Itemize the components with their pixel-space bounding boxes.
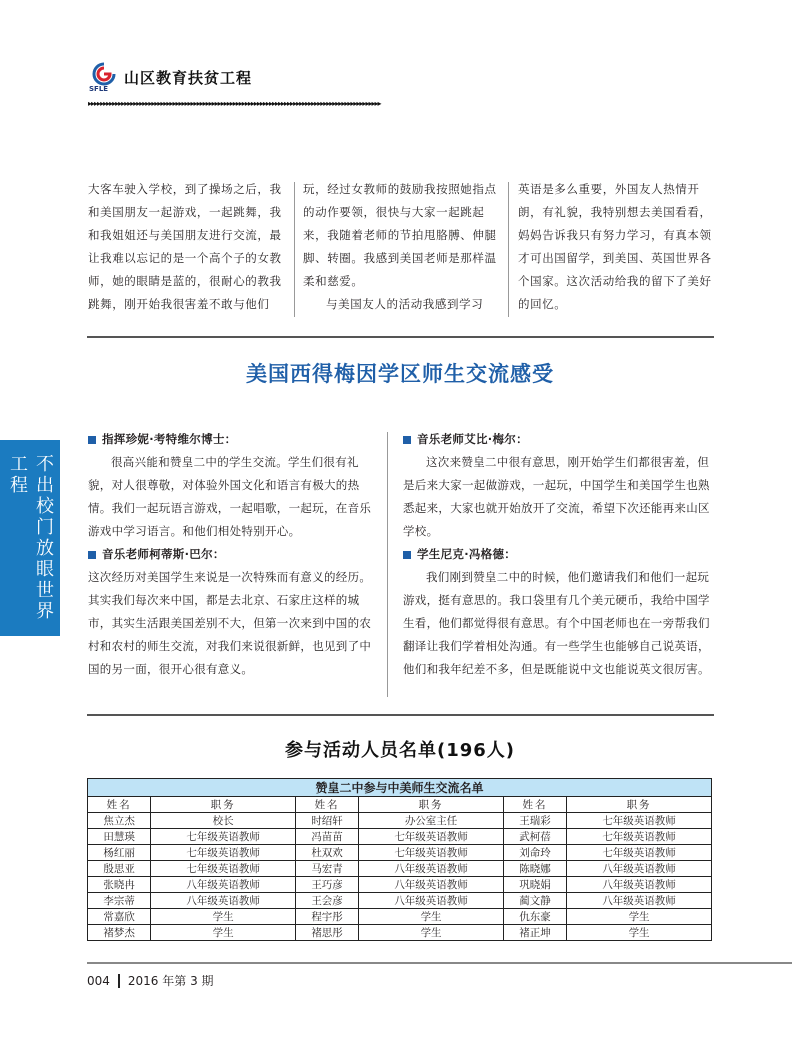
top-article-column-3 — [518, 178, 714, 316]
name-cell: 焦立杰 — [88, 813, 151, 829]
roster-caption: 赞皇二中参与中美师生交流名单 — [88, 779, 712, 797]
column-header: 姓名 — [295, 797, 358, 813]
name-cell: 马宏青 — [295, 861, 358, 877]
name-cell: 蔺文静 — [503, 893, 566, 909]
role-cell: 八年级英语教师 — [567, 893, 712, 909]
column-divider — [508, 182, 509, 317]
speaker-heading — [88, 543, 378, 566]
testimonials-right — [403, 428, 713, 681]
speaker-heading — [403, 428, 713, 451]
role-cell: 办公室主任 — [359, 813, 504, 829]
testimonials-left — [88, 428, 378, 681]
column-header: 姓名 — [503, 797, 566, 813]
role-cell: 八年级英语教师 — [567, 877, 712, 893]
paragraph: 玩，经过女教师的鼓励我按照她指点的动作要领，很快与大家一起跳起来，我随着老师的节拍甩胳膊、伸腿脚、转圈。我感到美国老师是那样温柔和慈爱。 — [303, 182, 497, 288]
column-divider — [387, 432, 388, 697]
table-row — [88, 861, 712, 877]
name-cell: 陈晓娜 — [503, 861, 566, 877]
role-cell: 学生 — [567, 925, 712, 941]
table-row — [88, 845, 712, 861]
name-cell: 程宇彤 — [295, 909, 358, 925]
name-cell: 田慧瑛 — [88, 829, 151, 845]
table-row — [88, 909, 712, 925]
name-cell: 殷思亚 — [88, 861, 151, 877]
paragraph: 英语是多么重要，外国友人热情开朗，有礼貌，我特别想去美国看看，妈妈告诉我只有努力学习，有真本领才可出国留学，到美国、英国世界各个国家。这次活动给我的留下了美好的回忆。 — [518, 182, 712, 311]
name-cell: 时绍轩 — [295, 813, 358, 829]
name-cell: 王会彦 — [295, 893, 358, 909]
sfle-logo-icon — [88, 62, 120, 92]
table-row — [88, 829, 712, 845]
speaker-name: 学生尼克·冯格德： — [417, 547, 517, 561]
name-cell: 常嘉欣 — [88, 909, 151, 925]
speaker-name: 音乐老师艾比·梅尔： — [417, 432, 528, 446]
name-cell: 李宗蒂 — [88, 893, 151, 909]
role-cell: 七年级英语教师 — [359, 829, 504, 845]
column-header: 姓名 — [88, 797, 151, 813]
speaker-name: 指挥珍妮·考特维尔博士： — [102, 432, 237, 446]
role-cell: 七年级英语教师 — [567, 813, 712, 829]
testimonial-text: 这次来赞皇二中很有意思，刚开始学生们都很害羞，但是后来大家一起做游戏，一起玩，中国学生和美国学生也熟悉起来，大家也就开始放开了交流，希望下次还能再来山区学校。 — [403, 455, 710, 538]
name-cell: 褚思彤 — [295, 925, 358, 941]
role-cell: 学生 — [151, 909, 296, 925]
table-row — [88, 893, 712, 909]
top-article-column-2 — [303, 178, 499, 316]
role-cell: 学生 — [151, 925, 296, 941]
name-cell: 杜双欢 — [295, 845, 358, 861]
page-footer — [87, 972, 214, 989]
name-cell: 仇东豪 — [503, 909, 566, 925]
name-cell: 王巧彦 — [295, 877, 358, 893]
speaker-name: 音乐老师柯蒂斯·巴尔： — [102, 547, 225, 561]
role-cell: 七年级英语教师 — [359, 845, 504, 861]
roster-title: 参与活动人员名单(196人) — [284, 740, 516, 761]
side-tab-label: 不出校门放眼世界工程 — [7, 454, 54, 622]
role-cell: 八年级英语教师 — [151, 877, 296, 893]
name-cell: 冯苗苗 — [295, 829, 358, 845]
role-cell: 七年级英语教师 — [151, 829, 296, 845]
testimonial-text: 很高兴能和赞皇二中的学生交流。学生们很有礼貌，对人很尊敬，对体验外国文化和语言有极大的热情。我们一起玩语言游戏，一起唱歌，一起玩，在音乐游戏中学习语言。和他们相处特别开心。 — [88, 455, 372, 538]
square-bullet-icon — [403, 436, 411, 444]
roster-table — [87, 778, 712, 941]
footer-divider — [87, 962, 792, 964]
role-cell: 七年级英语教师 — [567, 829, 712, 845]
role-cell: 学生 — [359, 909, 504, 925]
arrow-divider: ▸▸▸▸▸▸▸▸▸▸▸▸▸▸▸▸▸▸▸▸▸▸▸▸▸▸▸▸▸▸▸▸▸▸▸▸▸▸▸▸▸▸▸▸▸▸▸▸▸▸▸▸▸▸▸▸▸▸▸▸▸▸▸▸▸▸▸▸▸▸▸▸▸▸▸▸▸▸▸▸▸▸▸▸▸▸▸▸▸▸▸▸▸▸▸▸▸ — [88, 100, 381, 108]
column-header: 职务 — [359, 797, 504, 813]
logo-text: SFLE — [89, 85, 109, 92]
column-header: 职务 — [151, 797, 296, 813]
side-tab — [0, 440, 60, 636]
role-cell: 七年级英语教师 — [567, 845, 712, 861]
role-cell: 八年级英语教师 — [359, 861, 504, 877]
column-divider — [294, 182, 295, 317]
top-article-column-1 — [88, 178, 284, 316]
section-title: 美国西得梅因学区师生交流感受 — [246, 362, 554, 386]
testimonial-text: 我们刚到赞皇二中的时候，他们邀请我们和他们一起玩游戏，挺有意思的。我口袋里有几个美元硬币，我给中国学生看，他们都觉得很有意思。有个中国老师也在一旁帮我们翻译让我们学着相处沟通。有一些学生也能够自己说英语，他们和我年纪差不多，但是既能说中文也能说英文很厉害。 — [403, 570, 710, 676]
issue-label: 2016 年第 3 期 — [127, 974, 214, 988]
role-cell: 学生 — [359, 925, 504, 941]
role-cell: 八年级英语教师 — [567, 861, 712, 877]
role-cell: 八年级英语教师 — [151, 893, 296, 909]
name-cell: 褚梦杰 — [88, 925, 151, 941]
paragraph: 大客车驶入学校，到了操场之后，我和美国朋友一起游戏，一起跳舞，我和我姐姐还与美国朋友进行交流，最让我难以忘记的是一个高个子的女教师，她的眼睛是蓝的，很耐心的教我跳舞，刚开始我很害羞不敢与他们 — [88, 182, 282, 311]
role-cell: 七年级英语教师 — [151, 861, 296, 877]
role-cell: 七年级英语教师 — [151, 845, 296, 861]
page-number: 004 — [87, 973, 110, 988]
table-row — [88, 925, 712, 941]
table-row — [88, 877, 712, 893]
column-header: 职务 — [567, 797, 712, 813]
square-bullet-icon — [88, 551, 96, 559]
page-header — [88, 62, 252, 92]
separator — [118, 974, 120, 988]
role-cell: 学生 — [567, 909, 712, 925]
name-cell: 武柯蓓 — [503, 829, 566, 845]
brand-title: 山区教育扶贫工程 — [124, 68, 253, 87]
role-cell: 校长 — [151, 813, 296, 829]
name-cell: 刘命玲 — [503, 845, 566, 861]
role-cell: 八年级英语教师 — [359, 893, 504, 909]
paragraph: 与美国友人的活动我感到学习 — [326, 297, 484, 311]
square-bullet-icon — [403, 551, 411, 559]
speaker-heading — [88, 428, 378, 451]
table-row — [88, 813, 712, 829]
square-bullet-icon — [88, 436, 96, 444]
section-divider — [87, 336, 714, 338]
testimonial-text: 这次经历对美国学生来说是一次特殊而有意义的经历。其实我们每次来中国，都是去北京、石家庄这样的城市，其实生活跟美国差别不大，但第一次来到中国的农村和农村的师生交流，对我们来说很新鲜，也见到了中国的另一面，很开心很有意义。 — [88, 570, 372, 676]
name-cell: 褚正坤 — [503, 925, 566, 941]
name-cell: 王瑞彩 — [503, 813, 566, 829]
name-cell: 张晓冉 — [88, 877, 151, 893]
name-cell: 杨红丽 — [88, 845, 151, 861]
role-cell: 八年级英语教师 — [359, 877, 504, 893]
name-cell: 巩晓娟 — [503, 877, 566, 893]
speaker-heading — [403, 543, 713, 566]
section-divider — [87, 714, 714, 716]
